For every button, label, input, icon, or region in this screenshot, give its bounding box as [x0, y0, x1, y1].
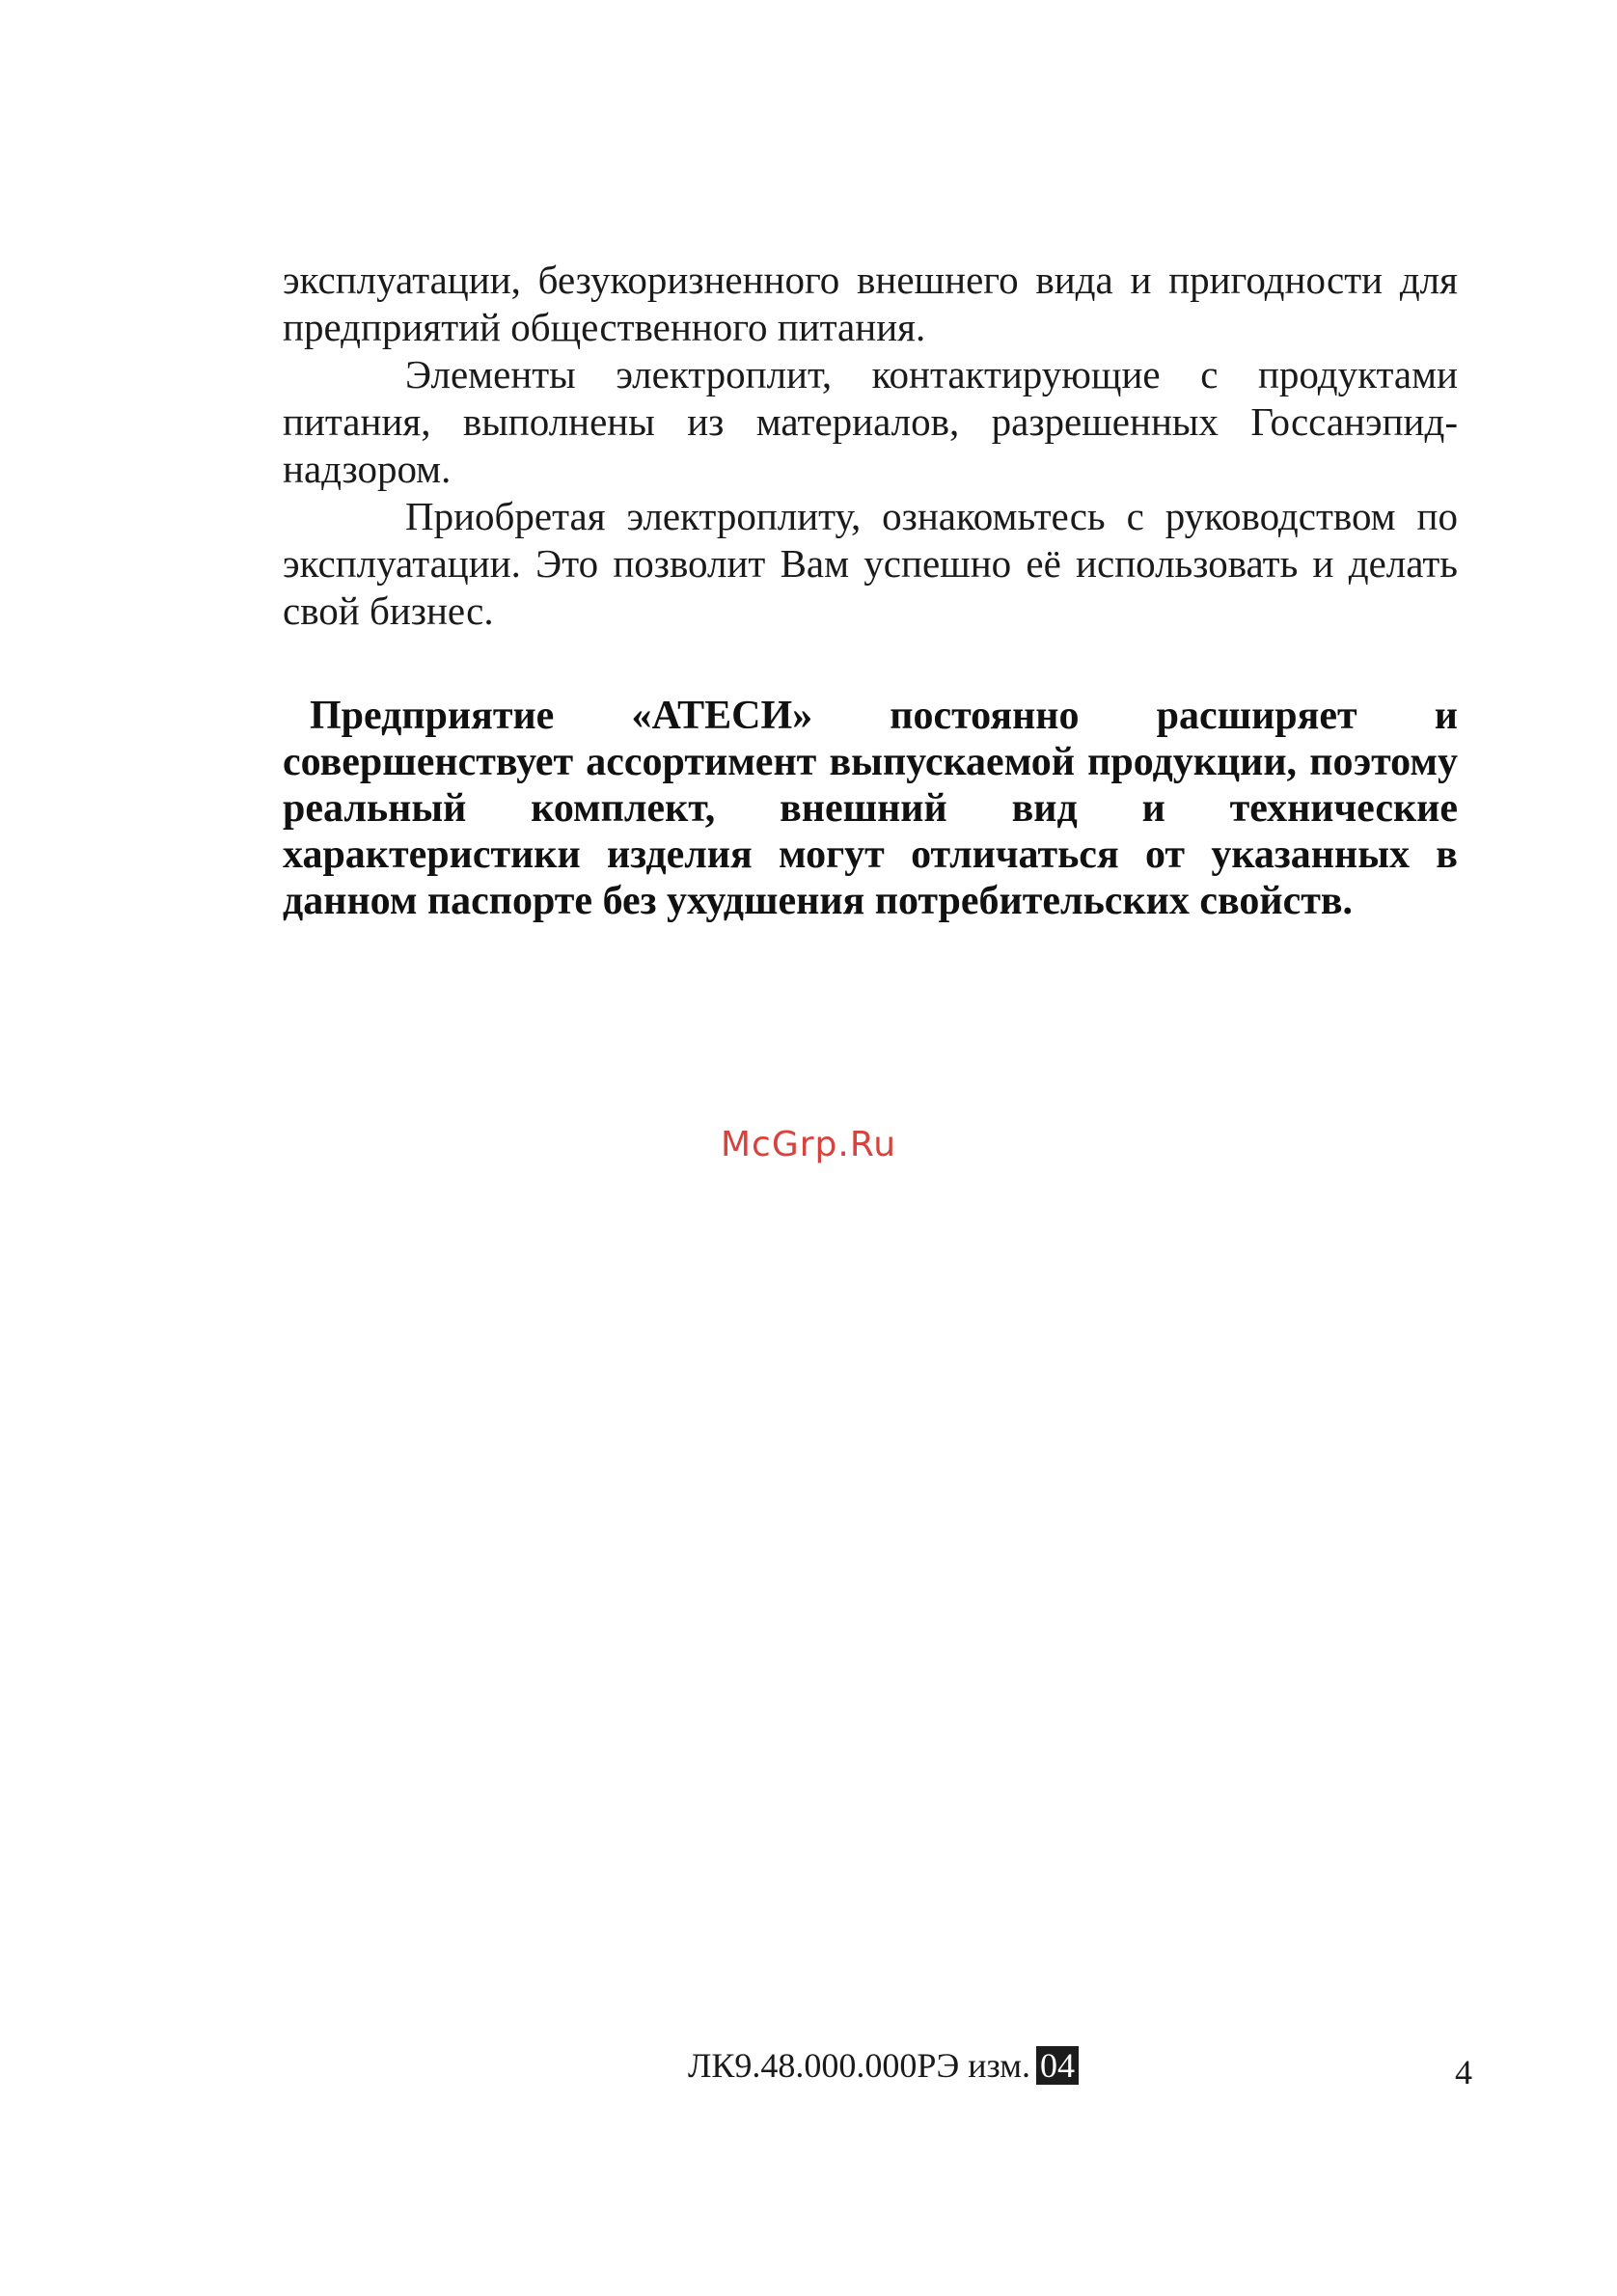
paragraph-manual: Приобретая электроплиту, ознакомьтесь с руководством по эксплуатации. Это позволит Вам успешно её использовать и делать свой бизнес.: [283, 494, 1458, 633]
footer-doc-code: [688, 2044, 1079, 2087]
page-number: 4: [1455, 2053, 1472, 2091]
body-text: [283, 257, 1458, 635]
watermark-text: McGrp.Ru: [720, 1125, 897, 1164]
manufacturer-notice: Предприятие «АТЕСИ» постоянно расширяет и совершенствует ассортимент выпускаемой продукции, поэтому реальный комплект, внешний вид и технические характеристики изделия могут отличаться от указанных в данном паспорте без ухудшения потребительских свойств.: [283, 694, 1458, 923]
revision-badge: 04: [1036, 2046, 1079, 2085]
doc-code: ЛК9.48.000.000РЭ изм.: [688, 2046, 1030, 2085]
paragraph-materials: Элементы электроплит, контактирующие с продуктами питания, выполнены из материалов, разрешенных Госсанэпид-надзором.: [283, 352, 1458, 491]
paragraph-continuation: эксплуатации, безукоризненного внешнего вида и пригодности для предприятий общественного питания.: [283, 258, 1458, 349]
